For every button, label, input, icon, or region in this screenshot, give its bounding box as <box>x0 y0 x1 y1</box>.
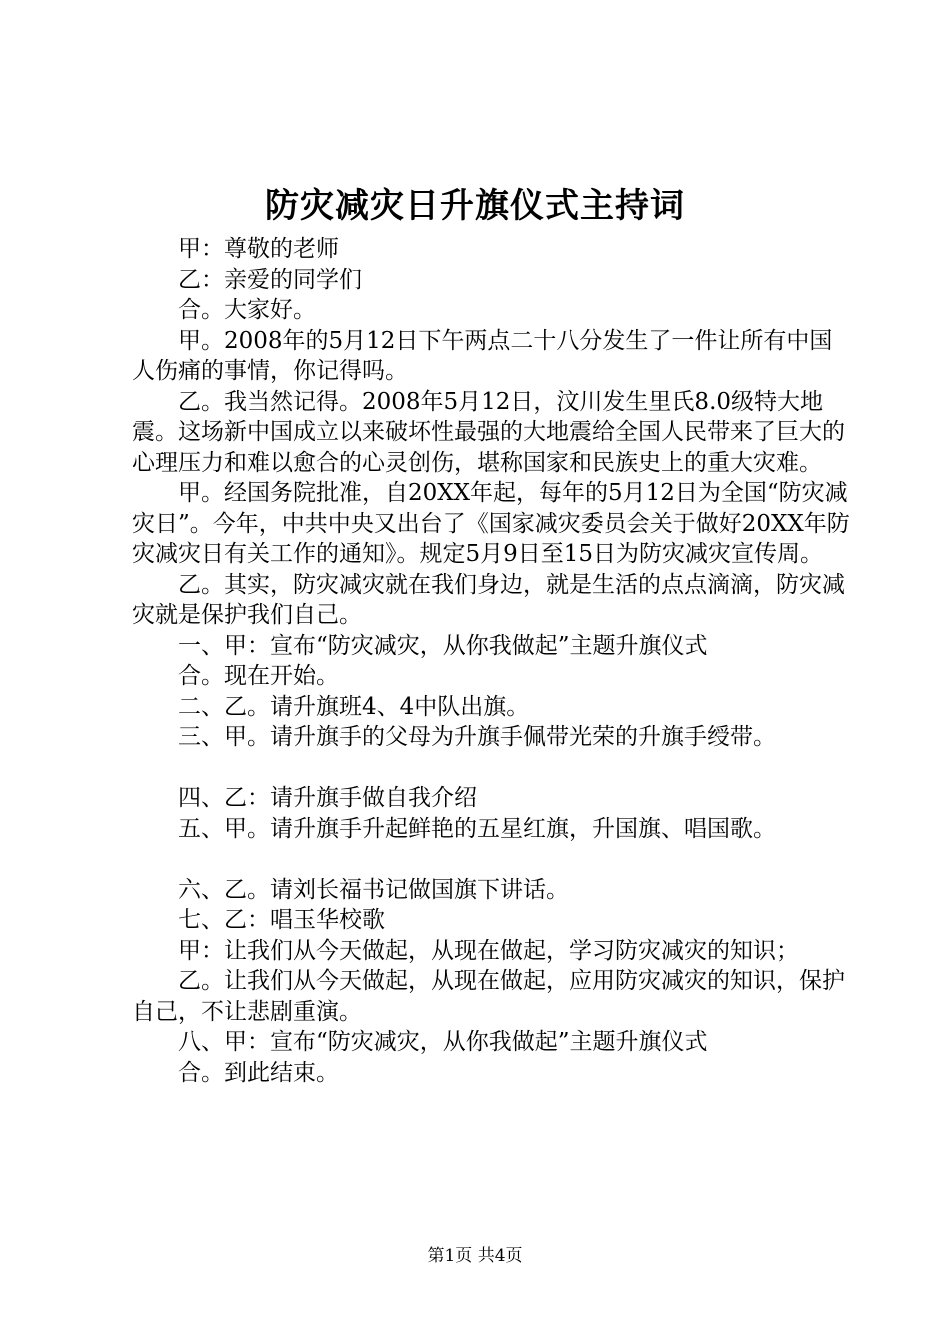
paragraph-6: 甲。经国务院批准，自20XX年起，每年的5月12日为全国“防灾减灾日”。今年，中共中央又出台了《国家减灾委员会关于做好20XX年防灾减灾日有关工作的通知》。规定5月9日至15日为防灾减灾宣传周。 <box>132 480 850 567</box>
paragraph-19: 合。到此结束。 <box>178 1059 339 1086</box>
document-title: 防灾减灾日升旗仪式主持词 <box>265 186 685 226</box>
blank-line <box>132 753 850 784</box>
paragraph-3: 合。大家好。 <box>178 297 316 323</box>
page-indicator: 第1页 共4页 <box>427 1246 523 1266</box>
paragraph-10: 二、乙。请升旗班4、4中队出旗。 <box>178 693 530 720</box>
paragraph-1: 甲：尊敬的老师 <box>178 236 339 262</box>
paragraph-17: 乙。让我们从今天做起，从现在做起，应用防灾减灾的知识，保护自己，不让悲剧重演。 <box>132 968 845 1025</box>
paragraph-4: 甲。2008年的5月12日下午两点二十八分发生了一件让所有中国人伤痛的事情，你记得吗。 <box>132 327 833 384</box>
paragraph-2: 乙：亲爱的同学们 <box>178 266 362 293</box>
paragraph-11: 三、甲。请升旗手的父母为升旗手佩带光荣的升旗手绶带。 <box>178 724 776 750</box>
document-body <box>132 234 850 1088</box>
paragraph-18: 八、甲：宣布“防灾减灾，从你我做起”主题升旗仪式 <box>178 1029 708 1055</box>
paragraph-8: 一、甲：宣布“防灾减灾，从你我做起”主题升旗仪式 <box>178 632 708 659</box>
paragraph-14: 六、乙。请刘长福书记做国旗下讲话。 <box>178 876 569 903</box>
blank-line <box>132 844 850 875</box>
paragraph-5: 乙。我当然记得。2008年5月12日，汶川发生里氏8.0级特大地震。这场新中国成立以来破坏性最强的大地震给全国人民带来了巨大的心理压力和难以愈合的心灵创伤，堪称国家和民族史上的重大灾难。 <box>132 388 845 476</box>
paragraph-7: 乙。其实，防灾减灾就在我们身边，就是生活的点点滴滴，防灾减灾就是保护我们自己。 <box>132 571 845 628</box>
paragraph-9: 合。现在开始。 <box>178 663 339 689</box>
paragraph-12: 四、乙：请升旗手做自我介绍 <box>178 785 477 811</box>
paragraph-15: 七、乙：唱玉华校歌 <box>178 907 385 933</box>
paragraph-16: 甲：让我们从今天做起，从现在做起，学习防灾减灾的知识； <box>178 937 799 964</box>
paragraph-13: 五、甲。请升旗手升起鲜艳的五星红旗，升国旗、唱国歌。 <box>178 815 776 842</box>
